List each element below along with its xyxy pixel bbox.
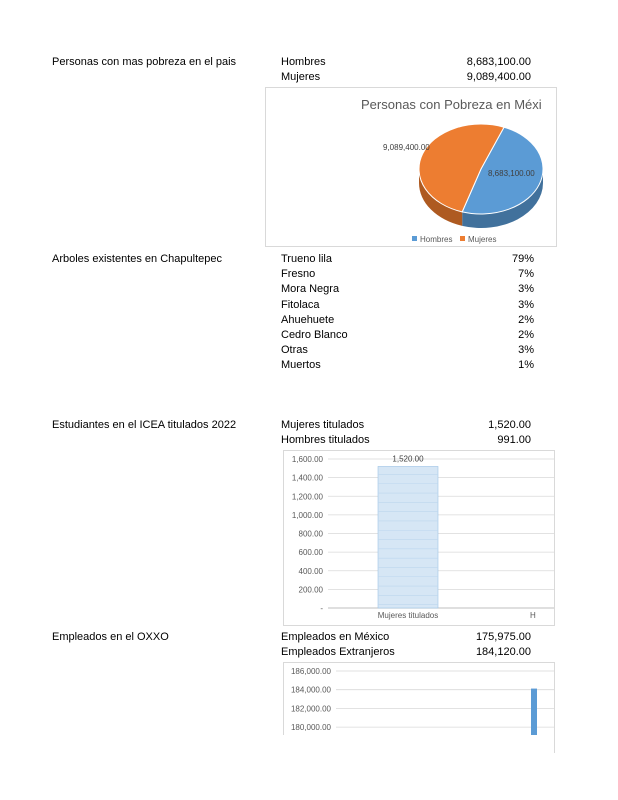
section-label-arboles: Arboles existentes en Chapultepec	[52, 253, 222, 265]
chart-title: Personas con Pobreza en Méxi	[361, 97, 542, 112]
y-tick-label: -	[320, 604, 323, 613]
row-category: Hombres titulados	[281, 434, 370, 446]
row-value: 79%	[511, 253, 534, 265]
row-value: 3%	[518, 298, 534, 311]
y-tick-label: 200.00	[298, 585, 323, 595]
row-category: Fitolaca	[281, 298, 320, 311]
y-tick-label: 180,000.00	[290, 723, 331, 733]
legend-swatch	[460, 236, 465, 241]
row-value: 1%	[518, 359, 534, 372]
icea-bar-chart[interactable]	[283, 450, 555, 626]
row-value: 3%	[518, 283, 534, 296]
row-category: Muertos	[281, 359, 321, 372]
row-value: 7%	[518, 268, 534, 281]
y-tick-label: 186,000.00	[290, 667, 331, 676]
row-category: Empleados Extranjeros	[281, 646, 395, 658]
page-bottom-margin	[283, 735, 543, 800]
row-category: Mujeres	[281, 71, 321, 83]
icea-bar-chart-svg	[284, 451, 554, 625]
chart-legend	[412, 235, 496, 244]
table-row	[0, 56, 535, 71]
table-row	[0, 299, 535, 314]
row-category: Ahuehuete	[281, 313, 335, 326]
legend-label: Hombres	[420, 235, 453, 244]
table-row	[0, 419, 535, 434]
bar-mujeres-titulados[interactable]	[378, 466, 438, 608]
y-tick-label: 600.00	[298, 548, 323, 558]
y-tick-label: 1,600.00	[291, 455, 323, 464]
row-value: 2%	[518, 329, 534, 341]
x-tick-label: H	[530, 611, 536, 620]
pie-data-label: 8,683,100.00	[488, 169, 535, 178]
y-tick-label: 182,000.00	[290, 704, 331, 714]
table-row	[0, 434, 535, 449]
row-value: 9,089,400.00	[466, 71, 531, 83]
section-label-icea: Estudiantes en el ICEA titulados 2022	[52, 419, 237, 431]
row-category: Hombres	[281, 56, 326, 68]
table-row	[0, 71, 535, 86]
legend-swatch	[412, 236, 417, 241]
table-row	[0, 268, 535, 283]
pie-chart-svg	[266, 88, 556, 246]
section-label-pobreza: Personas con mas pobreza en el pais	[52, 56, 237, 68]
y-tick-label: 184,000.00	[290, 685, 331, 695]
bar-data-label: 1,520.00	[392, 454, 424, 464]
row-value: 175,975.00	[475, 631, 531, 643]
row-category: Otras	[281, 344, 308, 357]
pie-data-label: 9,089,400.00	[383, 143, 430, 152]
table-row	[0, 283, 535, 298]
row-category: Trueno lila	[281, 253, 332, 265]
table-row	[0, 344, 535, 359]
y-tick-label: 800.00	[298, 529, 323, 539]
table-row	[0, 631, 535, 646]
legend-label: Mujeres	[468, 235, 497, 244]
row-value: 8,683,100.00	[466, 56, 531, 68]
y-tick-label: 1,400.00	[291, 473, 323, 483]
x-tick-label: Mujeres titulados	[377, 611, 439, 620]
table-row	[0, 329, 535, 344]
table-row	[0, 359, 535, 374]
row-category: Mujeres titulados	[281, 419, 365, 431]
y-tick-label: 1,000.00	[291, 510, 323, 520]
row-value: 3%	[518, 344, 534, 357]
row-category: Fresno	[281, 268, 316, 281]
row-value: 991.00	[497, 434, 531, 446]
table-row	[0, 646, 535, 661]
row-value: 184,120.00	[475, 646, 531, 658]
table-row	[0, 253, 535, 268]
table-row	[0, 314, 535, 329]
y-tick-label: 1,200.00	[291, 492, 323, 502]
y-tick-label: 400.00	[298, 566, 323, 576]
row-category: Cedro Blanco	[281, 329, 348, 341]
pie-chart[interactable]	[265, 87, 557, 247]
row-category: Mora Negra	[281, 283, 340, 296]
row-value: 1,520.00	[488, 419, 531, 431]
section-label-oxxo: Empleados en el OXXO	[52, 631, 169, 643]
row-category: Empleados en México	[281, 631, 390, 643]
row-value: 2%	[518, 313, 534, 326]
